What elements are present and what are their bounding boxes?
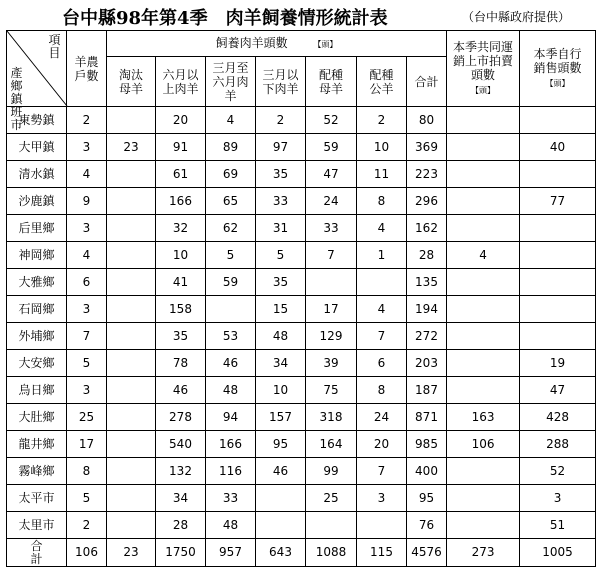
households-cell: 5 <box>67 350 107 377</box>
self-sale-cell: 52 <box>520 458 596 485</box>
households-cell: 17 <box>67 431 107 458</box>
self-sale-header: 本季自行銷售頭數 【頭】 <box>520 31 596 107</box>
ewe-cell: 59 <box>306 134 357 161</box>
title-bar <box>0 2 600 28</box>
m3to6-cell: 53 <box>206 323 256 350</box>
self-sale-cell <box>520 323 596 350</box>
total-cell: 871 <box>407 404 447 431</box>
m3to6-cell: 46 <box>206 350 256 377</box>
total-cell: 369 <box>407 134 447 161</box>
m3to6-cell: 116 <box>206 458 256 485</box>
households-total-cell: 106 <box>67 539 107 567</box>
town-cell: 神岡鄉 <box>7 242 67 269</box>
under3-cell: 31 <box>256 215 306 242</box>
over6-cell: 278 <box>156 404 206 431</box>
totals-row <box>7 539 596 567</box>
households-cell: 3 <box>67 134 107 161</box>
culled-cell <box>107 485 156 512</box>
self-sale-cell: 77 <box>520 188 596 215</box>
ewe-cell: 99 <box>306 458 357 485</box>
self-sale-cell: 19 <box>520 350 596 377</box>
households-cell: 8 <box>67 458 107 485</box>
ram-cell <box>357 512 407 539</box>
under3-cell: 33 <box>256 188 306 215</box>
households-cell: 4 <box>67 161 107 188</box>
under-three-months-header: 三月以下肉羊 <box>256 57 306 107</box>
town-cell: 東勢鎮 <box>7 107 67 134</box>
town-cell: 霧峰鄉 <box>7 458 67 485</box>
ram-cell: 2 <box>357 107 407 134</box>
table-row <box>7 458 596 485</box>
culled-cell <box>107 161 156 188</box>
under3-cell: 34 <box>256 350 306 377</box>
under3-cell: 2 <box>256 107 306 134</box>
under3-total-cell: 643 <box>256 539 306 567</box>
table-row <box>7 485 596 512</box>
m3to6-cell: 48 <box>206 377 256 404</box>
culled-cell <box>107 431 156 458</box>
ewe-cell: 17 <box>306 296 357 323</box>
ewe-total-cell: 1088 <box>306 539 357 567</box>
households-cell: 3 <box>67 296 107 323</box>
m3to6-cell: 62 <box>206 215 256 242</box>
auction-cell: 106 <box>447 431 520 458</box>
total-cell: 400 <box>407 458 447 485</box>
town-cell: 后里鄉 <box>7 215 67 242</box>
ewe-cell: 7 <box>306 242 357 269</box>
over6-cell: 78 <box>156 350 206 377</box>
table-row <box>7 269 596 296</box>
table-row <box>7 512 596 539</box>
auction-cell <box>447 107 520 134</box>
source-note: （台中縣政府提供） <box>462 10 571 24</box>
self-sale-cell <box>520 242 596 269</box>
under3-cell: 10 <box>256 377 306 404</box>
total-cell: 187 <box>407 377 447 404</box>
culled-ewe-header: 淘汰母羊 <box>107 57 156 107</box>
m3to6-cell: 166 <box>206 431 256 458</box>
auction-cell <box>447 323 520 350</box>
over6-cell: 10 <box>156 242 206 269</box>
self-sale-total-cell: 1005 <box>520 539 596 567</box>
ram-cell: 20 <box>357 431 407 458</box>
table-row <box>7 350 596 377</box>
auction-cell <box>447 296 520 323</box>
ram-total-cell: 115 <box>357 539 407 567</box>
over6-cell: 35 <box>156 323 206 350</box>
three-to-six-months-header: 三月至六月肉羊 <box>206 57 256 107</box>
ram-cell: 1 <box>357 242 407 269</box>
table-row <box>7 188 596 215</box>
table-row <box>7 377 596 404</box>
total-cell: 80 <box>407 107 447 134</box>
grand-total-cell: 4576 <box>407 539 447 567</box>
households-cell: 9 <box>67 188 107 215</box>
auction-cell <box>447 215 520 242</box>
self-sale-cell: 40 <box>520 134 596 161</box>
households-cell: 3 <box>67 215 107 242</box>
m3to6-cell: 65 <box>206 188 256 215</box>
over-six-months-header: 六月以上肉羊 <box>156 57 206 107</box>
households-cell: 6 <box>67 269 107 296</box>
under3-cell: 5 <box>256 242 306 269</box>
auction-cell <box>447 377 520 404</box>
page-title: 台中縣98年第4季 肉羊飼養情形統計表 <box>62 8 388 29</box>
auction-cell <box>447 188 520 215</box>
over6-cell: 540 <box>156 431 206 458</box>
over6-cell: 34 <box>156 485 206 512</box>
total-cell: 203 <box>407 350 447 377</box>
under3-cell: 46 <box>256 458 306 485</box>
households-cell: 5 <box>67 485 107 512</box>
m3to6-cell: 48 <box>206 512 256 539</box>
households-cell: 3 <box>67 377 107 404</box>
m3to6-cell: 69 <box>206 161 256 188</box>
auction-cell <box>447 350 520 377</box>
under3-cell <box>256 485 306 512</box>
ewe-cell: 33 <box>306 215 357 242</box>
households-cell: 2 <box>67 107 107 134</box>
ram-cell: 8 <box>357 188 407 215</box>
total-cell: 985 <box>407 431 447 458</box>
table-row <box>7 215 596 242</box>
m3to6-total-cell: 957 <box>206 539 256 567</box>
households-cell: 4 <box>67 242 107 269</box>
table-row <box>7 242 596 269</box>
culled-cell <box>107 512 156 539</box>
culled-cell <box>107 296 156 323</box>
over6-cell: 20 <box>156 107 206 134</box>
m3to6-cell: 4 <box>206 107 256 134</box>
auction-total-cell: 273 <box>447 539 520 567</box>
town-cell: 外埔鄉 <box>7 323 67 350</box>
auction-header: 本季共同運銷上市拍賣頭數 【頭】 <box>447 31 520 107</box>
total-cell: 95 <box>407 485 447 512</box>
self-sale-cell: 3 <box>520 485 596 512</box>
households-header: 羊農戶數 <box>67 31 107 107</box>
culled-total-cell: 23 <box>107 539 156 567</box>
town-cell: 沙鹿鎮 <box>7 188 67 215</box>
culled-cell <box>107 458 156 485</box>
table-row <box>7 134 596 161</box>
ewe-cell: 25 <box>306 485 357 512</box>
culled-cell <box>107 269 156 296</box>
table-body <box>7 107 596 567</box>
ewe-cell: 129 <box>306 323 357 350</box>
over6-cell: 32 <box>156 215 206 242</box>
over6-cell: 166 <box>156 188 206 215</box>
under3-cell: 48 <box>256 323 306 350</box>
households-cell: 7 <box>67 323 107 350</box>
m3to6-cell <box>206 296 256 323</box>
ram-cell <box>357 269 407 296</box>
town-cell: 清水鎮 <box>7 161 67 188</box>
self-sale-cell: 51 <box>520 512 596 539</box>
self-sale-cell <box>520 296 596 323</box>
households-cell: 2 <box>67 512 107 539</box>
total-cell: 194 <box>407 296 447 323</box>
ram-cell: 24 <box>357 404 407 431</box>
under3-cell: 15 <box>256 296 306 323</box>
ewe-cell: 75 <box>306 377 357 404</box>
total-cell: 272 <box>407 323 447 350</box>
over6-cell: 28 <box>156 512 206 539</box>
auction-cell <box>447 161 520 188</box>
total-cell: 28 <box>407 242 447 269</box>
over6-cell: 91 <box>156 134 206 161</box>
self-sale-cell: 47 <box>520 377 596 404</box>
auction-cell: 163 <box>447 404 520 431</box>
ram-cell: 8 <box>357 377 407 404</box>
breeding-ewe-header: 配種母羊 <box>306 57 357 107</box>
auction-cell <box>447 269 520 296</box>
total-cell: 76 <box>407 512 447 539</box>
town-cell: 太里市 <box>7 512 67 539</box>
town-cell: 大甲鎮 <box>7 134 67 161</box>
m3to6-cell: 94 <box>206 404 256 431</box>
ewe-cell: 52 <box>306 107 357 134</box>
table-row <box>7 323 596 350</box>
table-row <box>7 296 596 323</box>
ewe-cell: 24 <box>306 188 357 215</box>
ram-cell: 4 <box>357 215 407 242</box>
ram-cell: 7 <box>357 323 407 350</box>
breeding-group-header: 飼養肉羊頭數 【頭】 <box>107 31 447 57</box>
self-sale-cell <box>520 269 596 296</box>
ram-cell: 11 <box>357 161 407 188</box>
over6-cell: 41 <box>156 269 206 296</box>
m3to6-cell: 59 <box>206 269 256 296</box>
town-cell: 大雅鄉 <box>7 269 67 296</box>
m3to6-cell: 5 <box>206 242 256 269</box>
total-cell: 223 <box>407 161 447 188</box>
ewe-cell: 47 <box>306 161 357 188</box>
auction-cell <box>447 458 520 485</box>
town-cell: 太平市 <box>7 485 67 512</box>
corner-item-label: 項目 <box>48 33 61 60</box>
self-sale-cell: 428 <box>520 404 596 431</box>
over6-cell: 61 <box>156 161 206 188</box>
town-cell: 石岡鄉 <box>7 296 67 323</box>
ram-cell: 7 <box>357 458 407 485</box>
ram-cell: 4 <box>357 296 407 323</box>
total-cell: 162 <box>407 215 447 242</box>
under3-cell <box>256 512 306 539</box>
ram-cell: 10 <box>357 134 407 161</box>
self-sale-cell <box>520 161 596 188</box>
over6-total-cell: 1750 <box>156 539 206 567</box>
total-header: 合計 <box>407 57 447 107</box>
culled-cell <box>107 404 156 431</box>
table-row <box>7 161 596 188</box>
m3to6-cell: 89 <box>206 134 256 161</box>
over6-cell: 132 <box>156 458 206 485</box>
breeding-ram-header: 配種公羊 <box>357 57 407 107</box>
households-cell: 25 <box>67 404 107 431</box>
auction-cell <box>447 512 520 539</box>
under3-cell: 97 <box>256 134 306 161</box>
culled-cell <box>107 323 156 350</box>
total-cell: 135 <box>407 269 447 296</box>
ewe-cell: 318 <box>306 404 357 431</box>
totals-label-cell: 合計 <box>7 539 67 567</box>
livestock-table <box>6 30 596 567</box>
under3-cell: 157 <box>256 404 306 431</box>
over6-cell: 46 <box>156 377 206 404</box>
town-cell: 龍井鄉 <box>7 431 67 458</box>
table-row <box>7 431 596 458</box>
ewe-cell <box>306 512 357 539</box>
ram-cell: 6 <box>357 350 407 377</box>
culled-cell <box>107 215 156 242</box>
under3-cell: 35 <box>256 161 306 188</box>
ewe-cell: 39 <box>306 350 357 377</box>
culled-cell <box>107 242 156 269</box>
under3-cell: 35 <box>256 269 306 296</box>
self-sale-cell: 288 <box>520 431 596 458</box>
ram-cell: 3 <box>357 485 407 512</box>
culled-cell: 23 <box>107 134 156 161</box>
table-row <box>7 404 596 431</box>
culled-cell <box>107 377 156 404</box>
total-cell: 296 <box>407 188 447 215</box>
over6-cell: 158 <box>156 296 206 323</box>
ewe-cell: 164 <box>306 431 357 458</box>
ewe-cell <box>306 269 357 296</box>
corner-town-label: 產鄉鎮班市 <box>10 66 23 132</box>
town-cell: 大安鄉 <box>7 350 67 377</box>
town-cell: 大肚鄉 <box>7 404 67 431</box>
culled-cell <box>107 350 156 377</box>
auction-cell <box>447 134 520 161</box>
culled-cell <box>107 188 156 215</box>
town-cell: 烏日鄉 <box>7 377 67 404</box>
self-sale-cell <box>520 107 596 134</box>
m3to6-cell: 33 <box>206 485 256 512</box>
auction-cell: 4 <box>447 242 520 269</box>
under3-cell: 95 <box>256 431 306 458</box>
culled-cell <box>107 107 156 134</box>
self-sale-cell <box>520 215 596 242</box>
auction-cell <box>447 485 520 512</box>
table-row <box>7 107 596 134</box>
